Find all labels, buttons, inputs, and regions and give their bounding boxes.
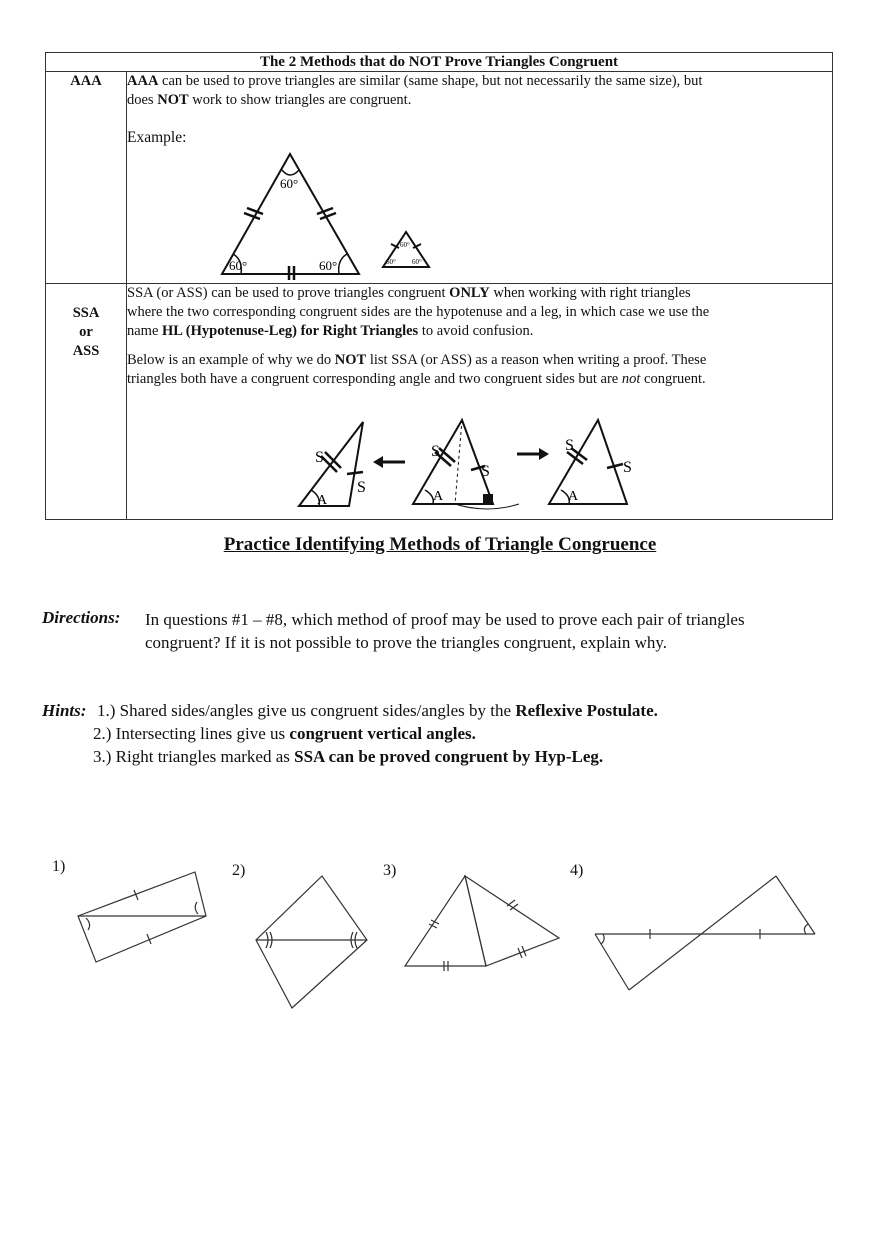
table-header: The 2 Methods that do NOT Prove Triangles Congruent [46, 53, 833, 72]
question-1-label: 1) [52, 858, 66, 875]
ssa-p2-line2 [127, 370, 832, 389]
question-2-label: 2) [232, 862, 246, 879]
question-3-diagram [405, 876, 559, 971]
aaa-line1 [127, 72, 832, 91]
methods-table [45, 52, 833, 520]
aaa-not: NOT [157, 92, 189, 108]
aaa-example-diagram [207, 150, 447, 280]
ssa-text: list SSA (or ASS) as a reason when writing a proof. These [366, 352, 707, 368]
aaa-line2 [127, 91, 832, 110]
ssa-label-line: or [79, 324, 93, 340]
angle-label: A [568, 489, 579, 504]
side-label: S [623, 459, 632, 476]
dashed-side [455, 420, 462, 504]
large-equilateral-triangle [222, 154, 359, 274]
arrow-head [539, 448, 549, 460]
angle-label: A [433, 489, 444, 504]
angle-label: A [317, 493, 328, 508]
side-label: S [481, 463, 490, 480]
ssa-p1-line1 [127, 284, 832, 303]
question-3-label: 3) [383, 862, 397, 879]
left-triangle [299, 422, 363, 506]
example-label: Example: [127, 129, 187, 146]
right-side-triangle [549, 420, 627, 504]
hint-bold: congruent vertical angles. [289, 724, 476, 743]
tick-mark [347, 472, 363, 474]
aaa-content [127, 72, 833, 284]
tick-mark [247, 208, 263, 214]
tick-mark [244, 213, 260, 219]
ssa-text: to avoid confusion. [418, 323, 534, 339]
question-4-diagram [595, 876, 815, 990]
ssa-p1-line2: where the two corresponding congruent sides are the hypotenuse and a leg, in which case we use the [127, 304, 710, 320]
ssa-example-diagram [287, 414, 707, 514]
practice-title: Practice Identifying Methods of Triangle Congruence [223, 534, 657, 555]
ssa-text: SSA (or ASS) can be used to prove triangles congruent [127, 285, 450, 301]
middle-triangle [413, 420, 493, 504]
directions-text [145, 608, 825, 654]
ssa-text: name [127, 323, 163, 339]
small-angle-label-right: 60° [412, 258, 422, 266]
angle-arc [339, 254, 347, 274]
small-angle-label-left: 60° [386, 258, 396, 266]
hint-2 [93, 724, 476, 744]
ssa-text: congruent. [640, 371, 706, 387]
ssa-label-line: SSA [72, 305, 100, 321]
ssa-label [46, 284, 127, 520]
directions-label: Directions: [42, 608, 121, 627]
aaa-line2-pre: does [127, 92, 158, 108]
ssa-hl: HL (Hypotenuse-Leg) for Right Triangles [162, 323, 419, 339]
ssa-content [127, 284, 833, 520]
directions-line: In questions #1 – #8, which method of proof may be used to prove each pair of triangles [145, 610, 745, 629]
arrow-head [373, 456, 383, 468]
practice-diagrams [0, 860, 880, 1020]
side-label: S [565, 437, 574, 454]
right-angle-marker [483, 494, 493, 504]
side-label: S [431, 443, 440, 460]
ssa-only: ONLY [449, 285, 490, 301]
question-2-diagram [256, 876, 367, 1008]
ssa-text: triangles both have a congruent corresponding angle and two congruent sides but are [127, 371, 622, 387]
hint-bold: SSA can be proved congruent by Hyp-Leg. [294, 747, 604, 766]
angle-label-top: 60° [280, 176, 299, 191]
hint-1 [97, 701, 658, 721]
hint-bold: Reflexive Postulate. [515, 701, 658, 720]
aaa-line2-post: work to show triangles are congruent. [188, 92, 412, 108]
ssa-p2-line1 [127, 351, 832, 370]
angle-arc [282, 170, 299, 175]
angle-label-right: 60° [319, 258, 338, 273]
aaa-label: AAA [46, 72, 127, 284]
angle-label-left: 60° [229, 258, 248, 273]
ssa-not-italic: not [621, 371, 641, 387]
hints-label: Hints: [42, 701, 87, 720]
hint-text: 1.) Shared sides/angles give us congruent sides/angles by the [97, 701, 516, 720]
ssa-not: NOT [334, 352, 367, 368]
directions-line: congruent? If it is not possible to prove the triangles congruent, explain why. [145, 633, 667, 652]
small-angle-label-top: 60° [400, 241, 410, 249]
ssa-text: when working with right triangles [489, 285, 691, 301]
hint-text: 3.) Right triangles marked as [93, 747, 295, 766]
hint-text: 2.) Intersecting lines give us [93, 724, 290, 743]
side-label: S [315, 449, 324, 466]
question-1-diagram [78, 872, 206, 962]
side-label: S [357, 479, 366, 496]
ssa-text: Below is an example of why we do [127, 352, 335, 368]
ssa-label-line: ASS [72, 343, 100, 359]
aaa-line1-text: can be used to prove triangles are similar (same shape, but not necessarily the same size), but [158, 73, 703, 89]
ssa-p1-line3 [127, 322, 832, 341]
question-4-label: 4) [570, 862, 584, 879]
aaa-bold: AAA [127, 73, 159, 89]
hint-3 [93, 747, 603, 767]
